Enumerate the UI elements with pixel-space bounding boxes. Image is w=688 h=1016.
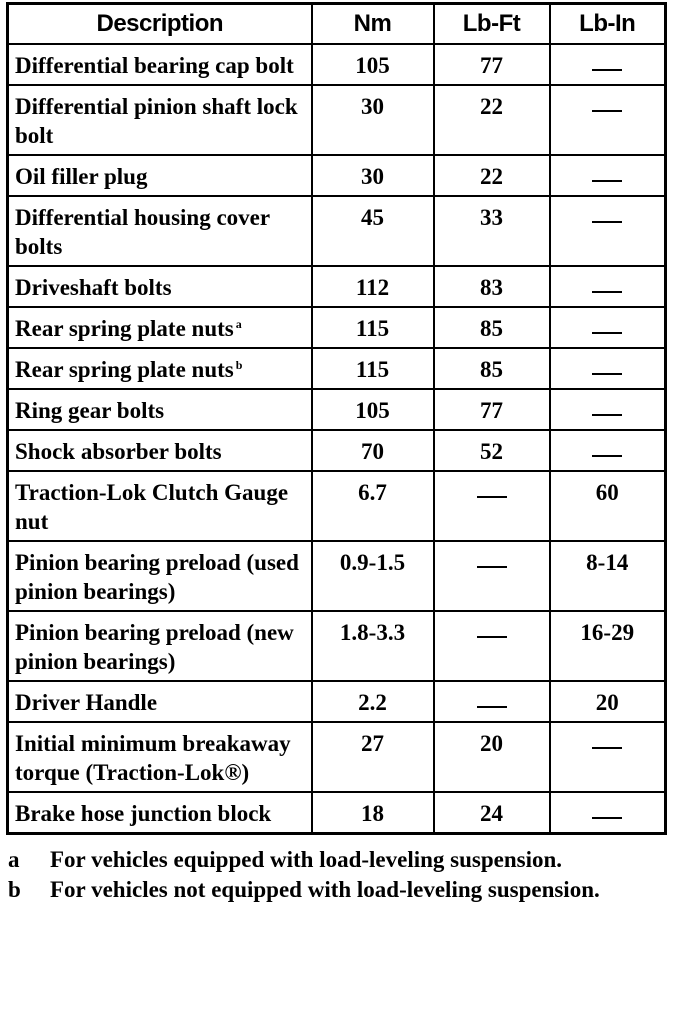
torque-value: 83 <box>480 275 503 300</box>
nm-value-cell <box>312 389 434 430</box>
description-text: Rear spring plate nuts <box>15 316 234 341</box>
description-text: Differential bearing cap bolt <box>15 53 294 78</box>
footnote-text: For vehicles equipped with load-leveling suspension. <box>50 847 563 872</box>
footnote <box>6 845 666 875</box>
table-row <box>8 196 666 266</box>
description-cell <box>8 611 312 681</box>
table-row <box>8 389 666 430</box>
torque-value: 1.8-3.3 <box>339 620 406 645</box>
lb-in-value-cell <box>550 389 666 430</box>
not-applicable-dash <box>592 221 622 223</box>
torque-spec-sheet <box>6 2 666 905</box>
torque-value: 70 <box>361 439 384 464</box>
lb-in-value-cell <box>550 155 666 196</box>
torque-value: 22 <box>480 94 503 119</box>
lb-ft-value-cell <box>434 44 550 85</box>
lb-ft-value-cell <box>434 155 550 196</box>
table-row <box>8 348 666 389</box>
nm-value-cell <box>312 266 434 307</box>
lb-ft-value-cell <box>434 85 550 155</box>
torque-value: 20 <box>480 731 503 756</box>
lb-in-value-cell <box>550 430 666 471</box>
description-text: Oil filler plug <box>15 164 148 189</box>
lb-in-value-cell <box>550 611 666 681</box>
nm-value-cell <box>312 430 434 471</box>
torque-value: 30 <box>361 164 384 189</box>
footnotes <box>6 845 666 905</box>
lb-in-value-cell <box>550 471 666 541</box>
not-applicable-dash <box>592 373 622 375</box>
description-text: Brake hose junction block <box>15 801 272 826</box>
torque-value: 8-14 <box>586 550 629 575</box>
lb-ft-value-cell <box>434 348 550 389</box>
not-applicable-dash <box>477 496 507 498</box>
table-row <box>8 307 666 348</box>
nm-value-cell <box>312 681 434 722</box>
torque-value: 45 <box>361 205 384 230</box>
torque-specifications-table <box>6 2 667 835</box>
nm-value-cell <box>312 85 434 155</box>
description-text: Shock absorber bolts <box>15 439 222 464</box>
footnote <box>6 875 666 905</box>
description-cell <box>8 681 312 722</box>
header-lb-ft: Lb-Ft <box>434 4 550 45</box>
table-row <box>8 792 666 834</box>
lb-ft-value-cell <box>434 792 550 834</box>
not-applicable-dash <box>592 291 622 293</box>
lb-ft-value-cell <box>434 266 550 307</box>
not-applicable-dash <box>477 636 507 638</box>
lb-in-value-cell <box>550 541 666 611</box>
not-applicable-dash <box>592 747 622 749</box>
description-cell <box>8 348 312 389</box>
table-body <box>8 44 666 834</box>
description-text: Differential pinion shaft lock bolt <box>15 94 298 148</box>
torque-value: 85 <box>480 357 503 382</box>
torque-value: 105 <box>355 53 390 78</box>
footnote-marker: a <box>235 317 242 331</box>
lb-in-value-cell <box>550 85 666 155</box>
torque-value: 105 <box>355 398 390 423</box>
torque-value: 20 <box>595 690 619 715</box>
not-applicable-dash <box>592 414 622 416</box>
table-row <box>8 722 666 792</box>
nm-value-cell <box>312 792 434 834</box>
torque-value: 0.9-1.5 <box>339 550 406 575</box>
description-cell <box>8 155 312 196</box>
lb-ft-value-cell <box>434 471 550 541</box>
lb-ft-value-cell <box>434 307 550 348</box>
table-row <box>8 430 666 471</box>
description-text: Initial minimum breakaway torque (Traction-Lok®) <box>15 731 291 785</box>
description-cell <box>8 196 312 266</box>
lb-in-value-cell <box>550 348 666 389</box>
torque-value: 60 <box>595 480 619 505</box>
torque-value: 85 <box>480 316 503 341</box>
table-row <box>8 681 666 722</box>
table-row <box>8 611 666 681</box>
torque-value: 77 <box>480 398 503 423</box>
footnote-mark: a <box>8 847 20 872</box>
torque-value: 33 <box>480 205 503 230</box>
nm-value-cell <box>312 307 434 348</box>
description-cell <box>8 389 312 430</box>
lb-in-value-cell <box>550 307 666 348</box>
lb-in-value-cell <box>550 792 666 834</box>
torque-value: 77 <box>480 53 503 78</box>
header-description: Description <box>8 4 312 45</box>
lb-in-value-cell <box>550 681 666 722</box>
torque-value: 115 <box>355 357 390 382</box>
lb-ft-value-cell <box>434 611 550 681</box>
not-applicable-dash <box>592 332 622 334</box>
torque-value: 2.2 <box>358 690 387 715</box>
description-text: Driver Handle <box>15 690 158 715</box>
torque-value: 24 <box>480 801 503 826</box>
footnote-marker: b <box>235 358 243 372</box>
header-nm: Nm <box>312 4 434 45</box>
table-row <box>8 44 666 85</box>
lb-in-value-cell <box>550 44 666 85</box>
not-applicable-dash <box>592 817 622 819</box>
not-applicable-dash <box>592 455 622 457</box>
table-header-row <box>8 4 666 45</box>
nm-value-cell <box>312 44 434 85</box>
description-text: Pinion bearing preload (used pinion bearings) <box>15 550 299 604</box>
not-applicable-dash <box>592 69 622 71</box>
description-text: Driveshaft bolts <box>15 275 172 300</box>
description-cell <box>8 722 312 792</box>
not-applicable-dash <box>592 110 622 112</box>
description-cell <box>8 430 312 471</box>
torque-value: 6.7 <box>358 480 387 505</box>
description-cell <box>8 541 312 611</box>
lb-in-value-cell <box>550 266 666 307</box>
description-text: Traction-Lok Clutch Gauge nut <box>15 480 289 534</box>
footnote-text: For vehicles not equipped with load-leveling suspension. <box>50 877 600 902</box>
lb-ft-value-cell <box>434 196 550 266</box>
nm-value-cell <box>312 471 434 541</box>
lb-ft-value-cell <box>434 541 550 611</box>
description-cell <box>8 44 312 85</box>
nm-value-cell <box>312 541 434 611</box>
torque-value: 18 <box>361 801 384 826</box>
table-row <box>8 85 666 155</box>
lb-ft-value-cell <box>434 430 550 471</box>
not-applicable-dash <box>477 566 507 568</box>
description-cell <box>8 85 312 155</box>
lb-ft-value-cell <box>434 722 550 792</box>
description-text: Ring gear bolts <box>15 398 165 423</box>
description-cell <box>8 266 312 307</box>
table-row <box>8 471 666 541</box>
torque-value: 30 <box>361 94 384 119</box>
lb-in-value-cell <box>550 722 666 792</box>
description-text: Pinion bearing preload (new pinion bearings) <box>15 620 294 674</box>
torque-value: 22 <box>480 164 503 189</box>
lb-ft-value-cell <box>434 681 550 722</box>
footnote-mark: b <box>8 877 21 902</box>
torque-value: 112 <box>355 275 390 300</box>
nm-value-cell <box>312 348 434 389</box>
table-row <box>8 541 666 611</box>
table-row <box>8 266 666 307</box>
nm-value-cell <box>312 722 434 792</box>
torque-value: 16-29 <box>580 620 635 645</box>
description-text: Differential housing cover bolts <box>15 205 270 259</box>
header-lb-in: Lb-In <box>550 4 666 45</box>
description-cell <box>8 792 312 834</box>
lb-in-value-cell <box>550 196 666 266</box>
not-applicable-dash <box>477 706 507 708</box>
description-cell <box>8 307 312 348</box>
lb-ft-value-cell <box>434 389 550 430</box>
table-row <box>8 155 666 196</box>
torque-value: 27 <box>361 731 384 756</box>
not-applicable-dash <box>592 180 622 182</box>
description-cell <box>8 471 312 541</box>
torque-value: 115 <box>355 316 390 341</box>
nm-value-cell <box>312 196 434 266</box>
nm-value-cell <box>312 611 434 681</box>
description-text: Rear spring plate nuts <box>15 357 234 382</box>
torque-value: 52 <box>480 439 503 464</box>
nm-value-cell <box>312 155 434 196</box>
